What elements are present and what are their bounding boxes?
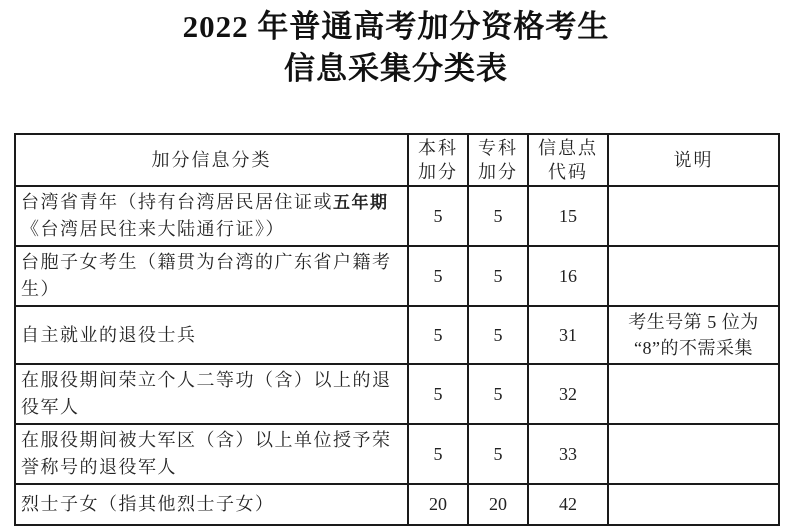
cell-zhuanke-points: 5 — [468, 364, 528, 424]
note-line2: “8”的不需采集 — [634, 338, 753, 358]
header-benke-line1: 本科 — [418, 138, 458, 158]
header-benke-line2: 加分 — [418, 162, 458, 182]
cell-category — [15, 364, 408, 424]
table-row — [15, 364, 779, 424]
note-line1: 考生号第 5 位为 — [628, 312, 759, 332]
cell-benke-points: 5 — [408, 246, 468, 306]
category-text: 台湾省青年（持有台湾居民居住证或 — [21, 192, 333, 212]
cell-zhuanke-points: 5 — [468, 246, 528, 306]
cell-info-code: 32 — [528, 364, 608, 424]
cell-category — [15, 424, 408, 484]
header-code — [528, 134, 608, 186]
cell-zhuanke-points: 5 — [468, 424, 528, 484]
header-code-line1: 信息点 — [538, 138, 598, 158]
table-header-row — [15, 134, 779, 186]
cell-category — [15, 246, 408, 306]
document-title — [0, 0, 792, 90]
cell-benke-points: 20 — [408, 484, 468, 525]
table-row — [15, 186, 779, 246]
table-row — [15, 246, 779, 306]
table-row — [15, 424, 779, 484]
cell-info-code: 31 — [528, 306, 608, 364]
category-text: 在服役期间荣立个人二等功（含）以上的退役军人 — [21, 370, 392, 417]
header-benke — [408, 134, 468, 186]
bonus-points-table — [14, 133, 780, 526]
cell-benke-points: 5 — [408, 364, 468, 424]
title-line-2: 信息采集分类表 — [284, 51, 508, 86]
cell-zhuanke-points: 5 — [468, 186, 528, 246]
cell-note — [608, 364, 779, 424]
cell-category — [15, 306, 408, 364]
category-bold-text: 五年期 — [333, 193, 389, 212]
cell-info-code: 16 — [528, 246, 608, 306]
cell-note — [608, 306, 779, 364]
cell-benke-points: 5 — [408, 306, 468, 364]
cell-benke-points: 5 — [408, 186, 468, 246]
cell-note — [608, 424, 779, 484]
table-row — [15, 484, 779, 525]
header-code-line2: 代码 — [548, 162, 588, 182]
cell-info-code: 42 — [528, 484, 608, 525]
category-text: 自主就业的退役士兵 — [21, 324, 197, 345]
table-row — [15, 306, 779, 364]
header-category: 加分信息分类 — [15, 134, 408, 186]
cell-zhuanke-points: 20 — [468, 484, 528, 525]
cell-info-code: 33 — [528, 424, 608, 484]
header-zhuanke-line2: 加分 — [478, 162, 518, 182]
header-zhuanke — [468, 134, 528, 186]
cell-note — [608, 484, 779, 525]
cell-benke-points: 5 — [408, 424, 468, 484]
category-text: 在服役期间被大军区（含）以上单位授予荣誉称号的退役军人 — [21, 430, 392, 477]
cell-note — [608, 186, 779, 246]
header-note: 说明 — [608, 134, 779, 186]
header-zhuanke-line1: 专科 — [478, 138, 518, 158]
cell-note — [608, 246, 779, 306]
cell-zhuanke-points: 5 — [468, 306, 528, 364]
cell-category — [15, 484, 408, 525]
cell-info-code: 15 — [528, 186, 608, 246]
category-text: 烈士子女（指其他烈士子女） — [21, 494, 275, 514]
category-text: 台胞子女考生（籍贯为台湾的广东省户籍考生） — [21, 252, 392, 299]
category-text-post: 《台湾居民往来大陆通行证》） — [21, 219, 285, 239]
title-line-1: 2022 年普通高考加分资格考生 — [182, 9, 610, 44]
cell-category — [15, 186, 408, 246]
